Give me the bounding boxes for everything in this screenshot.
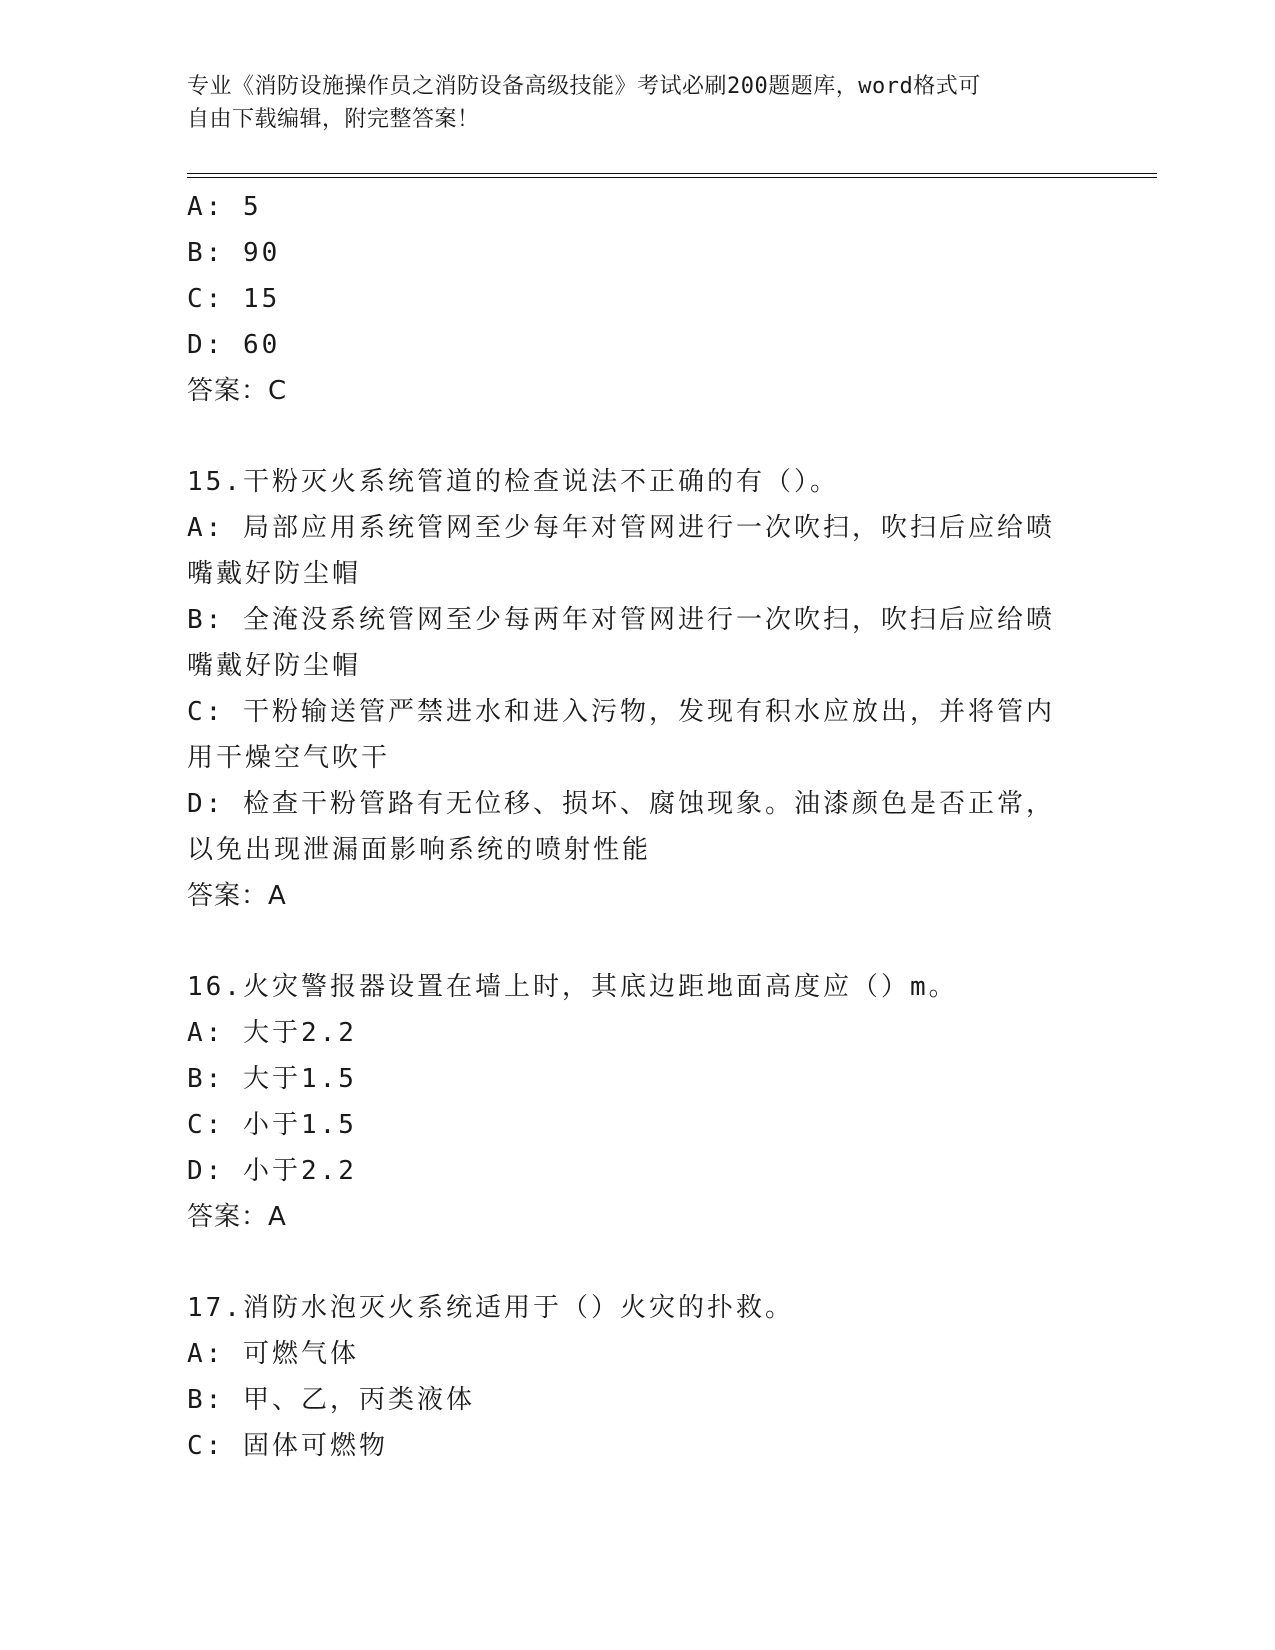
option-c: C: 固体可燃物 [187,1431,388,1461]
question-block-17 [187,1285,1077,1469]
answer-line: 答案：C [187,376,288,406]
question-stem: 15.干粉灭火系统管道的检查说法不正确的有（）。 [187,467,839,497]
header-divider [187,173,1157,178]
question-stem: 17.消防水泡灭火系统适用于（）火灾的扑救。 [187,1293,794,1323]
header-line-2: 自由下载编辑，附完整答案！ [187,107,480,132]
option-d: D: 60 [187,330,281,360]
option-c: C: 15 [187,284,281,314]
option-a: A: 5 [187,192,262,222]
option-a: A: 大于2.2 [187,1018,357,1048]
question-stem: 16.火灾警报器设置在墙上时，其底边距地面高度应（）m。 [187,972,958,1002]
option-d: D: 小于2.2 [187,1156,357,1186]
header-line-1: 专业《消防设施操作员之消防设备高级技能》考试必刷200题题库，word格式可 [187,74,981,99]
question-block-14 [187,184,1077,414]
answer-line: 答案：A [187,881,287,911]
question-block-15 [187,459,1077,919]
document-page [187,70,1157,1469]
option-b: B: 甲、乙，丙类液体 [187,1385,475,1415]
option-a: A: 局部应用系统管网至少每年对管网进行一次吹扫，吹扫后应给喷嘴戴好防尘帽 [187,513,1055,589]
question-block-16 [187,964,1077,1240]
option-d: D: 检查干粉管路有无位移、损坏、腐蚀现象。油漆颜色是否正常，以免出现泄漏面影响系统的喷射性能 [187,789,1055,865]
option-b: B: 大于1.5 [187,1064,357,1094]
option-b: B: 90 [187,238,281,268]
document-header [187,70,1067,136]
option-c: C: 小于1.5 [187,1110,357,1140]
option-a: A: 可燃气体 [187,1339,359,1369]
question-content [187,184,1077,1469]
option-b: B: 全淹没系统管网至少每两年对管网进行一次吹扫，吹扫后应给喷嘴戴好防尘帽 [187,605,1055,681]
option-c: C: 干粉输送管严禁进水和进入污物，发现有积水应放出，并将管内用干燥空气吹干 [187,697,1055,773]
answer-line: 答案：A [187,1202,287,1232]
